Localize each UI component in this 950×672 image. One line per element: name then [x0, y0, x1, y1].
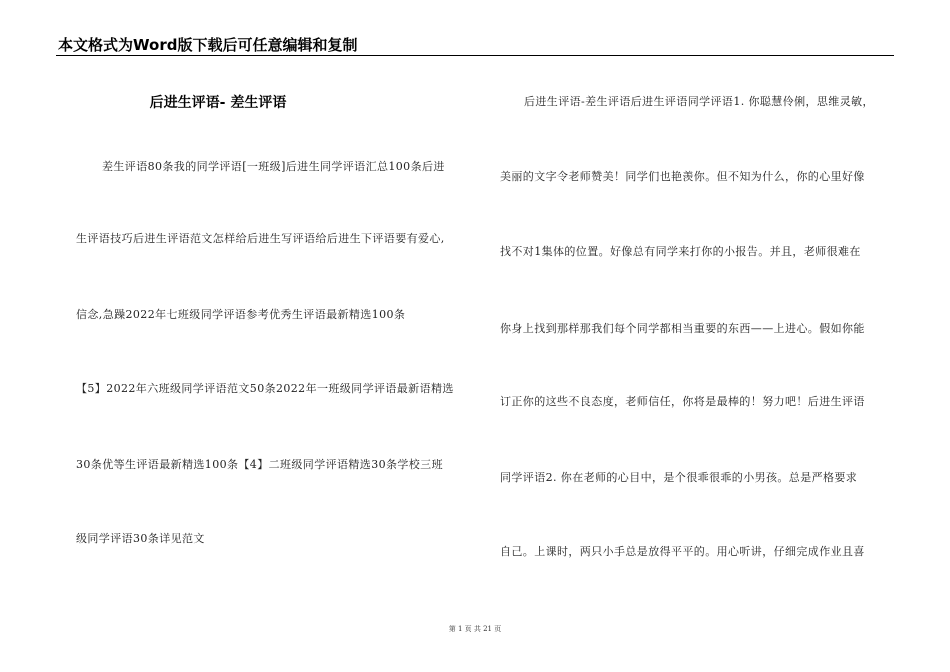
left-line-6: 级同学评语30条详见范文 — [76, 532, 205, 545]
left-line-1: 差生评语80条我的同学评语[一班级]后进生同学评语汇总100条后进 — [102, 160, 445, 173]
download-banner: 本文格式为Word版下载后可任意编辑和复制 — [58, 36, 358, 54]
left-line-5: 30条优等生评语最新精选100条【4】二班级同学评语精选30条学校三班 — [76, 458, 443, 471]
page-footer: 第 1 页 共 21 页 — [448, 625, 502, 633]
banner-divider — [56, 55, 894, 56]
right-line-3: 找不对1集体的位置。好像总有同学来打你的小报告。并且，老师很难在 — [500, 245, 861, 258]
right-line-6: 同学评语2. 你在老师的心目中，是个很乖很乖的小男孩。总是严格要求 — [500, 471, 858, 484]
document-title: 后进生评语- 差生评语 — [149, 95, 287, 111]
left-line-4: 【5】2022年六班级同学评语范文50条2022年一班级同学评语最新语精选 — [76, 382, 454, 395]
left-line-2: 生评语技巧后进生评语范文怎样给后进生写评语给后进生下评语要有爱心, — [76, 232, 445, 245]
right-line-4: 你身上找到那样那我们每个同学都相当重要的东西——上进心。假如你能 — [500, 322, 865, 335]
right-line-5: 订正你的这些不良态度，老师信任，你将是最棒的！努力吧！后进生评语 — [500, 395, 865, 408]
right-line-1: 后进生评语-差生评语后进生评语同学评语1. 你聪慧伶俐，思维灵敏， — [524, 95, 874, 108]
right-line-2: 美丽的文字令老师赞美！同学们也艳羡你。但不知为什么，你的心里好像 — [500, 170, 865, 183]
left-line-3: 信念,急躁2022年七班级同学评语参考优秀生评语最新精选100条 — [76, 308, 406, 321]
right-line-7: 自己。上课时，两只小手总是放得平平的。用心听讲，仔细完成作业且喜 — [500, 545, 865, 558]
